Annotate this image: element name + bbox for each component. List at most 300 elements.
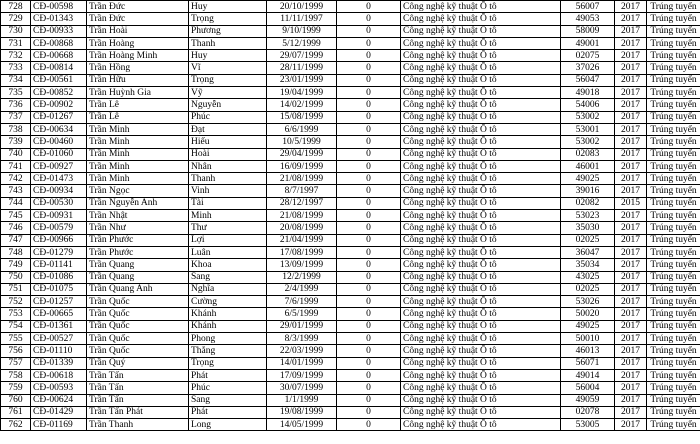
priority-zone-cell: 0 [337, 37, 401, 49]
candidate-code-cell: CĐ-00634 [31, 123, 87, 135]
candidate-code-cell: CĐ-00527 [31, 333, 87, 345]
row-number-cell: 747 [1, 234, 31, 246]
candidate-code-cell: CĐ-01257 [31, 296, 87, 308]
major-cell: Công nghệ kỹ thuật Ô tô [401, 259, 561, 271]
year-cell: 2017 [615, 74, 647, 86]
given-name-cell: Huy [189, 1, 267, 13]
table-row [1, 62, 700, 74]
year-cell: 2017 [615, 308, 647, 320]
given-name-cell: Thư [189, 222, 267, 234]
exam-code-cell: 53023 [561, 210, 615, 222]
result-status-cell: Trúng tuyển [647, 136, 700, 148]
result-status-cell: Trúng tuyển [647, 406, 700, 418]
priority-zone-cell: 0 [337, 345, 401, 357]
exam-code-cell: 49025 [561, 173, 615, 185]
exam-code-cell: 54006 [561, 99, 615, 111]
candidate-code-cell: CĐ-01267 [31, 111, 87, 123]
result-status-cell: Trúng tuyển [647, 246, 700, 258]
priority-zone-cell: 0 [337, 271, 401, 283]
surname-middle-name-cell: Trần Lê [87, 111, 189, 123]
given-name-cell: Khánh [189, 308, 267, 320]
row-number-cell: 736 [1, 99, 31, 111]
birth-date-cell: 28/12/1997 [267, 197, 337, 209]
table-row [1, 345, 700, 357]
exam-code-cell: 37026 [561, 62, 615, 74]
major-cell: Công nghệ kỹ thuật Ô tô [401, 13, 561, 25]
result-status-cell: Trúng tuyển [647, 37, 700, 49]
table-row [1, 99, 700, 111]
table-row [1, 173, 700, 185]
candidate-code-cell: CĐ-00902 [31, 99, 87, 111]
exam-code-cell: 36047 [561, 246, 615, 258]
priority-zone-cell: 0 [337, 185, 401, 197]
result-status-cell: Trúng tuyển [647, 394, 700, 406]
priority-zone-cell: 0 [337, 197, 401, 209]
exam-code-cell: 56004 [561, 382, 615, 394]
table-row [1, 259, 700, 271]
row-number-cell: 756 [1, 345, 31, 357]
year-cell: 2017 [615, 382, 647, 394]
given-name-cell: Long [189, 419, 267, 431]
major-cell: Công nghệ kỹ thuật Ô tô [401, 246, 561, 258]
candidate-code-cell: CĐ-00618 [31, 369, 87, 381]
priority-zone-cell: 0 [337, 406, 401, 418]
candidate-code-cell: CĐ-00668 [31, 50, 87, 62]
year-cell: 2017 [615, 283, 647, 295]
surname-middle-name-cell: Trần Quốc [87, 296, 189, 308]
candidate-code-cell: CĐ-00927 [31, 160, 87, 172]
exam-code-cell: 02078 [561, 406, 615, 418]
candidate-code-cell: CĐ-00598 [31, 1, 87, 13]
surname-middle-name-cell: Trần Như [87, 222, 189, 234]
major-cell: Công nghệ kỹ thuật Ô tô [401, 25, 561, 37]
priority-zone-cell: 0 [337, 111, 401, 123]
given-name-cell: Phong [189, 333, 267, 345]
table-row [1, 123, 700, 135]
priority-zone-cell: 0 [337, 308, 401, 320]
year-cell: 2017 [615, 419, 647, 431]
result-status-cell: Trúng tuyển [647, 357, 700, 369]
row-number-cell: 739 [1, 136, 31, 148]
priority-zone-cell: 0 [337, 246, 401, 258]
table-body [1, 1, 700, 431]
result-status-cell: Trúng tuyển [647, 1, 700, 13]
result-status-cell: Trúng tuyển [647, 210, 700, 222]
candidate-code-cell: CĐ-01473 [31, 173, 87, 185]
birth-date-cell: 6/5/1999 [267, 308, 337, 320]
major-cell: Công nghệ kỹ thuật Ô tô [401, 123, 561, 135]
given-name-cell: Luân [189, 246, 267, 258]
year-cell: 2017 [615, 25, 647, 37]
priority-zone-cell: 0 [337, 234, 401, 246]
row-number-cell: 740 [1, 148, 31, 160]
birth-date-cell: 14/02/1999 [267, 99, 337, 111]
given-name-cell: Phúc [189, 111, 267, 123]
row-number-cell: 730 [1, 25, 31, 37]
major-cell: Công nghệ kỹ thuật Ô tô [401, 296, 561, 308]
result-status-cell: Trúng tuyển [647, 74, 700, 86]
surname-middle-name-cell: Trần Ngọc [87, 185, 189, 197]
candidate-code-cell: CĐ-01060 [31, 148, 87, 160]
exam-code-cell: 58009 [561, 25, 615, 37]
exam-code-cell: 50020 [561, 308, 615, 320]
surname-middle-name-cell: Trần Hồng [87, 62, 189, 74]
major-cell: Công nghệ kỹ thuật Ô tô [401, 62, 561, 74]
year-cell: 2017 [615, 50, 647, 62]
given-name-cell: Vĩ [189, 62, 267, 74]
birth-date-cell: 10/5/1999 [267, 136, 337, 148]
surname-middle-name-cell: Trần Quốc [87, 333, 189, 345]
exam-code-cell: 35030 [561, 222, 615, 234]
surname-middle-name-cell: Trần Tấn [87, 369, 189, 381]
given-name-cell: Thanh [189, 37, 267, 49]
given-name-cell: Phương [189, 25, 267, 37]
given-name-cell: Nhân [189, 160, 267, 172]
candidate-code-cell: CĐ-01343 [31, 13, 87, 25]
major-cell: Công nghệ kỹ thuật Ô tô [401, 271, 561, 283]
row-number-cell: 761 [1, 406, 31, 418]
given-name-cell: Sang [189, 394, 267, 406]
major-cell: Công nghệ kỹ thuật Ô tô [401, 160, 561, 172]
candidate-code-cell: CĐ-01141 [31, 259, 87, 271]
result-status-cell: Trúng tuyển [647, 308, 700, 320]
surname-middle-name-cell: Trần Minh [87, 160, 189, 172]
given-name-cell: Nghĩa [189, 283, 267, 295]
major-cell: Công nghệ kỹ thuật Ô tô [401, 308, 561, 320]
result-status-cell: Trúng tuyển [647, 185, 700, 197]
surname-middle-name-cell: Trần Tấn [87, 394, 189, 406]
row-number-cell: 744 [1, 197, 31, 209]
major-cell: Công nghệ kỹ thuật Ô tô [401, 185, 561, 197]
birth-date-cell: 20/10/1999 [267, 1, 337, 13]
priority-zone-cell: 0 [337, 1, 401, 13]
birth-date-cell: 15/08/1999 [267, 111, 337, 123]
priority-zone-cell: 0 [337, 50, 401, 62]
birth-date-cell: 2/4/1999 [267, 283, 337, 295]
row-number-cell: 749 [1, 259, 31, 271]
surname-middle-name-cell: Trần Quốc [87, 308, 189, 320]
year-cell: 2017 [615, 185, 647, 197]
row-number-cell: 738 [1, 123, 31, 135]
surname-middle-name-cell: Trần Hoàng Minh [87, 50, 189, 62]
birth-date-cell: 6/6/1999 [267, 123, 337, 135]
result-status-cell: Trúng tuyển [647, 234, 700, 246]
year-cell: 2017 [615, 246, 647, 258]
major-cell: Công nghệ kỹ thuật Ô tô [401, 283, 561, 295]
table-row [1, 13, 700, 25]
priority-zone-cell: 0 [337, 123, 401, 135]
exam-code-cell: 53005 [561, 419, 615, 431]
surname-middle-name-cell: Trần Quý [87, 357, 189, 369]
result-status-cell: Trúng tuyển [647, 419, 700, 431]
candidate-code-cell: CĐ-01075 [31, 283, 87, 295]
exam-code-cell: 43025 [561, 271, 615, 283]
surname-middle-name-cell: Trần Lê [87, 99, 189, 111]
birth-date-cell: 21/08/1999 [267, 173, 337, 185]
row-number-cell: 745 [1, 210, 31, 222]
year-cell: 2017 [615, 99, 647, 111]
result-status-cell: Trúng tuyển [647, 320, 700, 332]
year-cell: 2017 [615, 87, 647, 99]
major-cell: Công nghệ kỹ thuật Ô tô [401, 50, 561, 62]
surname-middle-name-cell: Trần Thanh [87, 419, 189, 431]
result-status-cell: Trúng tuyển [647, 271, 700, 283]
surname-middle-name-cell: Trần Đức [87, 1, 189, 13]
year-cell: 2017 [615, 136, 647, 148]
given-name-cell: Phát [189, 369, 267, 381]
table-row [1, 296, 700, 308]
birth-date-cell: 8/3/1999 [267, 333, 337, 345]
exam-code-cell: 02025 [561, 234, 615, 246]
surname-middle-name-cell: Trần Hoàng [87, 37, 189, 49]
result-status-cell: Trúng tuyển [647, 333, 700, 345]
candidate-code-cell: CĐ-00460 [31, 136, 87, 148]
result-status-cell: Trúng tuyển [647, 50, 700, 62]
table-row [1, 148, 700, 160]
year-cell: 2015 [615, 197, 647, 209]
candidate-code-cell: CĐ-00561 [31, 74, 87, 86]
major-cell: Công nghệ kỹ thuật Ô tô [401, 333, 561, 345]
row-number-cell: 735 [1, 87, 31, 99]
major-cell: Công nghệ kỹ thuật Ô tô [401, 1, 561, 13]
surname-middle-name-cell: Trần Phước [87, 246, 189, 258]
priority-zone-cell: 0 [337, 394, 401, 406]
exam-code-cell: 49025 [561, 320, 615, 332]
table-row [1, 197, 700, 209]
result-status-cell: Trúng tuyển [647, 111, 700, 123]
result-status-cell: Trúng tuyển [647, 369, 700, 381]
table-row [1, 283, 700, 295]
exam-code-cell: 53001 [561, 123, 615, 135]
table-row [1, 333, 700, 345]
major-cell: Công nghệ kỹ thuật Ô tô [401, 210, 561, 222]
result-status-cell: Trúng tuyển [647, 382, 700, 394]
birth-date-cell: 30/07/1999 [267, 382, 337, 394]
surname-middle-name-cell: Trần Hoài [87, 25, 189, 37]
exam-code-cell: 35034 [561, 259, 615, 271]
priority-zone-cell: 0 [337, 333, 401, 345]
birth-date-cell: 28/11/1999 [267, 62, 337, 74]
year-cell: 2017 [615, 296, 647, 308]
surname-middle-name-cell: Trần Minh [87, 123, 189, 135]
major-cell: Công nghệ kỹ thuật Ô tô [401, 111, 561, 123]
major-cell: Công nghệ kỹ thuật Ô tô [401, 345, 561, 357]
priority-zone-cell: 0 [337, 136, 401, 148]
result-status-cell: Trúng tuyển [647, 283, 700, 295]
birth-date-cell: 14/05/1999 [267, 419, 337, 431]
surname-middle-name-cell: Trần Hữu [87, 74, 189, 86]
candidate-code-cell: CĐ-00934 [31, 185, 87, 197]
year-cell: 2017 [615, 62, 647, 74]
candidate-code-cell: CĐ-01339 [31, 357, 87, 369]
major-cell: Công nghệ kỹ thuật Ô tô [401, 394, 561, 406]
row-number-cell: 746 [1, 222, 31, 234]
priority-zone-cell: 0 [337, 382, 401, 394]
surname-middle-name-cell: Trần Minh [87, 173, 189, 185]
surname-middle-name-cell: Trần Tấn [87, 382, 189, 394]
given-name-cell: Thanh [189, 173, 267, 185]
priority-zone-cell: 0 [337, 419, 401, 431]
priority-zone-cell: 0 [337, 369, 401, 381]
priority-zone-cell: 0 [337, 148, 401, 160]
birth-date-cell: 1/1/1999 [267, 394, 337, 406]
given-name-cell: Khoa [189, 259, 267, 271]
candidate-code-cell: CĐ-00933 [31, 25, 87, 37]
priority-zone-cell: 0 [337, 99, 401, 111]
table-row [1, 234, 700, 246]
candidate-code-cell: CĐ-00931 [31, 210, 87, 222]
result-status-cell: Trúng tuyển [647, 173, 700, 185]
exam-code-cell: 49014 [561, 369, 615, 381]
row-number-cell: 751 [1, 283, 31, 295]
row-number-cell: 733 [1, 62, 31, 74]
row-number-cell: 750 [1, 271, 31, 283]
major-cell: Công nghệ kỹ thuật Ô tô [401, 148, 561, 160]
exam-code-cell: 39016 [561, 185, 615, 197]
exam-code-cell: 46013 [561, 345, 615, 357]
year-cell: 2017 [615, 148, 647, 160]
year-cell: 2017 [615, 123, 647, 135]
birth-date-cell: 14/01/1999 [267, 357, 337, 369]
row-number-cell: 748 [1, 246, 31, 258]
priority-zone-cell: 0 [337, 320, 401, 332]
priority-zone-cell: 0 [337, 357, 401, 369]
given-name-cell: Tài [189, 197, 267, 209]
year-cell: 2017 [615, 394, 647, 406]
result-status-cell: Trúng tuyển [647, 13, 700, 25]
priority-zone-cell: 0 [337, 87, 401, 99]
table-row [1, 357, 700, 369]
birth-date-cell: 29/01/1999 [267, 320, 337, 332]
year-cell: 2017 [615, 259, 647, 271]
year-cell: 2017 [615, 234, 647, 246]
major-cell: Công nghệ kỹ thuật Ô tô [401, 74, 561, 86]
given-name-cell: Sang [189, 271, 267, 283]
major-cell: Công nghệ kỹ thuật Ô tô [401, 173, 561, 185]
candidate-code-cell: CĐ-00530 [31, 197, 87, 209]
result-status-cell: Trúng tuyển [647, 87, 700, 99]
exam-code-cell: 53002 [561, 136, 615, 148]
year-cell: 2017 [615, 1, 647, 13]
surname-middle-name-cell: Trần Quốc [87, 345, 189, 357]
candidate-code-cell: CĐ-00814 [31, 62, 87, 74]
birth-date-cell: 22/03/1999 [267, 345, 337, 357]
table-row [1, 50, 700, 62]
given-name-cell: Khánh [189, 320, 267, 332]
candidate-code-cell: CĐ-00966 [31, 234, 87, 246]
table-row [1, 406, 700, 418]
birth-date-cell: 19/08/1999 [267, 406, 337, 418]
row-number-cell: 760 [1, 394, 31, 406]
year-cell: 2017 [615, 333, 647, 345]
year-cell: 2017 [615, 369, 647, 381]
table-row [1, 382, 700, 394]
priority-zone-cell: 0 [337, 74, 401, 86]
row-number-cell: 731 [1, 37, 31, 49]
priority-zone-cell: 0 [337, 62, 401, 74]
given-name-cell: Huy [189, 50, 267, 62]
row-number-cell: 755 [1, 333, 31, 345]
priority-zone-cell: 0 [337, 283, 401, 295]
table-row [1, 74, 700, 86]
candidate-code-cell: CĐ-01169 [31, 419, 87, 431]
result-status-cell: Trúng tuyển [647, 123, 700, 135]
major-cell: Công nghệ kỹ thuật Ô tô [401, 369, 561, 381]
table-row [1, 1, 700, 13]
surname-middle-name-cell: Trần Quang [87, 271, 189, 283]
exam-code-cell: 50010 [561, 333, 615, 345]
birth-date-cell: 17/08/1999 [267, 246, 337, 258]
surname-middle-name-cell: Trần Nhật [87, 210, 189, 222]
candidate-code-cell: CĐ-00579 [31, 222, 87, 234]
table-row [1, 87, 700, 99]
row-number-cell: 758 [1, 369, 31, 381]
priority-zone-cell: 0 [337, 210, 401, 222]
given-name-cell: Cường [189, 296, 267, 308]
table-row [1, 111, 700, 123]
year-cell: 2017 [615, 271, 647, 283]
candidate-code-cell: CĐ-00665 [31, 308, 87, 320]
row-number-cell: 742 [1, 173, 31, 185]
given-name-cell: Trọng [189, 13, 267, 25]
birth-date-cell: 23/01/1999 [267, 74, 337, 86]
candidate-code-cell: CĐ-01361 [31, 320, 87, 332]
birth-date-cell: 19/04/1999 [267, 87, 337, 99]
given-name-cell: Trọng [189, 74, 267, 86]
result-status-cell: Trúng tuyển [647, 148, 700, 160]
surname-middle-name-cell: Trần Quang Anh [87, 283, 189, 295]
birth-date-cell: 29/07/1999 [267, 50, 337, 62]
given-name-cell: Thắng [189, 345, 267, 357]
year-cell: 2017 [615, 111, 647, 123]
priority-zone-cell: 0 [337, 13, 401, 25]
year-cell: 2017 [615, 320, 647, 332]
major-cell: Công nghệ kỹ thuật Ô tô [401, 197, 561, 209]
table-row [1, 136, 700, 148]
result-status-cell: Trúng tuyển [647, 62, 700, 74]
given-name-cell: Trọng [189, 357, 267, 369]
row-number-cell: 728 [1, 1, 31, 13]
birth-date-cell: 13/09/1999 [267, 259, 337, 271]
major-cell: Công nghệ kỹ thuật Ô tô [401, 406, 561, 418]
table-row [1, 369, 700, 381]
year-cell: 2017 [615, 37, 647, 49]
major-cell: Công nghệ kỹ thuật Ô tô [401, 320, 561, 332]
row-number-cell: 741 [1, 160, 31, 172]
exam-code-cell: 02075 [561, 50, 615, 62]
result-status-cell: Trúng tuyển [647, 222, 700, 234]
given-name-cell: Nguyễn [189, 99, 267, 111]
exam-code-cell: 53002 [561, 111, 615, 123]
birth-date-cell: 8/7/1997 [267, 185, 337, 197]
year-cell: 2017 [615, 13, 647, 25]
given-name-cell: Phát [189, 406, 267, 418]
table-row [1, 271, 700, 283]
exam-code-cell: 49059 [561, 394, 615, 406]
exam-code-cell: 02083 [561, 148, 615, 160]
major-cell: Công nghệ kỹ thuật Ô tô [401, 234, 561, 246]
candidate-code-cell: CĐ-00593 [31, 382, 87, 394]
candidate-code-cell: CĐ-01279 [31, 246, 87, 258]
priority-zone-cell: 0 [337, 25, 401, 37]
result-status-cell: Trúng tuyển [647, 296, 700, 308]
row-number-cell: 752 [1, 296, 31, 308]
surname-middle-name-cell: Trần Huỳnh Gia [87, 87, 189, 99]
table-row [1, 37, 700, 49]
result-status-cell: Trúng tuyển [647, 99, 700, 111]
major-cell: Công nghệ kỹ thuật Ô tô [401, 87, 561, 99]
given-name-cell: Phúc [189, 382, 267, 394]
